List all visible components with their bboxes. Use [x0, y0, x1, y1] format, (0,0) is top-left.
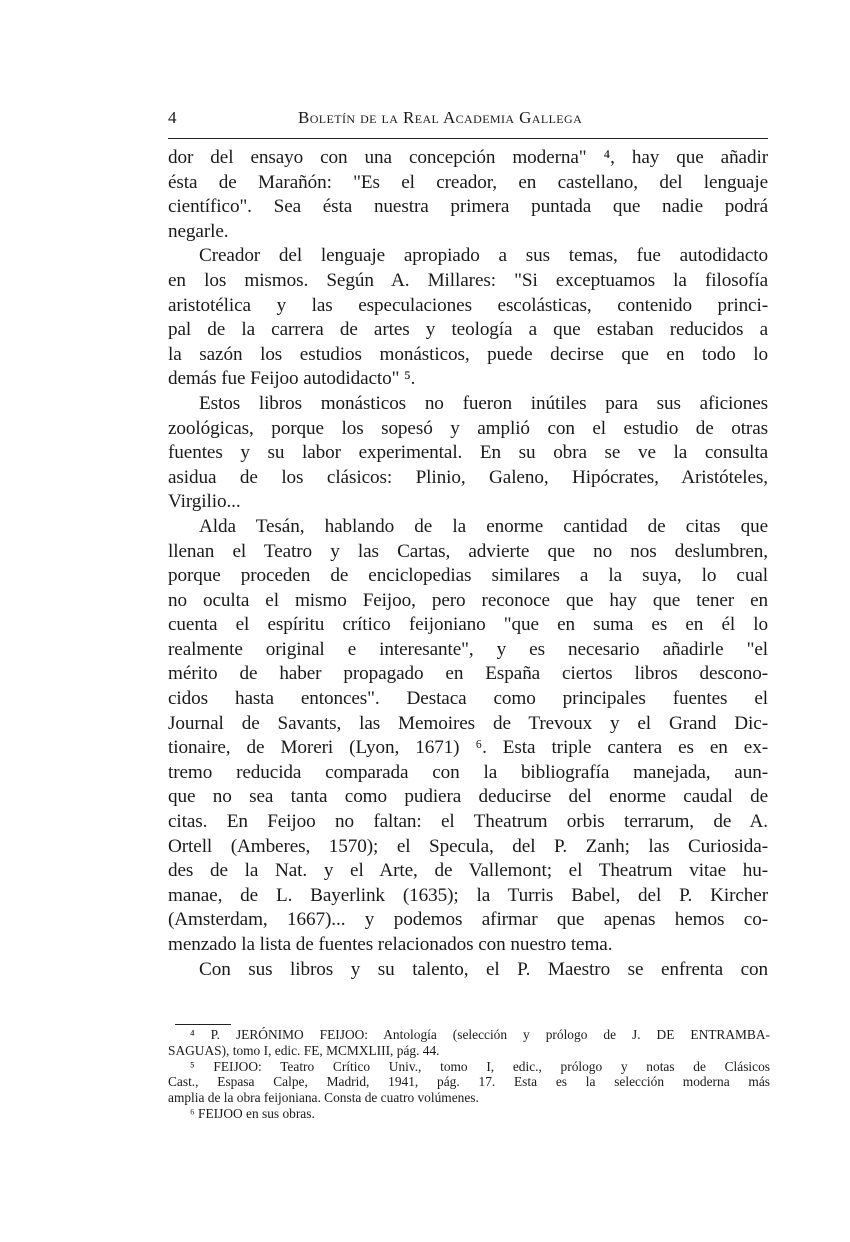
body-line: zoológicas, porque los sopesó y amplió con el estudio de otras: [168, 417, 768, 439]
body-line: fuentes y su labor experimental. En su obra se ve la consulta: [168, 442, 768, 464]
body-line: la sazón los estudios monásticos, puede decirse que en todo lo: [168, 343, 768, 365]
body-line: cidos hasta entonces". Destaca como principales fuentes el: [168, 688, 768, 710]
header-rule: [168, 138, 768, 139]
body-line: Creador del lenguaje apropiado a sus temas, fue autodidacto: [199, 245, 768, 267]
body-line: asidua de los clásicos: Plinio, Galeno, Hipócrates, Aristóteles,: [168, 466, 768, 488]
body-line: en los mismos. Según A. Millares: "Si exceptuamos la filosofía: [168, 269, 768, 291]
footnote-line: Cast., Espasa Calpe, Madrid, 1941, pág. 17. Esta es la selección moderna más: [168, 1074, 770, 1090]
body-text: [168, 146, 768, 982]
footnote-line: amplia de la obra feijoniana. Consta de cuatro volúmenes.: [168, 1090, 479, 1106]
body-line: menzado la lista de fuentes relacionados con nuestro tema.: [168, 934, 613, 955]
body-line: tremo reducida comparada con la bibliografía manejada, aun-: [168, 761, 768, 783]
footnote-line: ⁵ FEIJOO: Teatro Crítico Univ., tomo I, edic., prólogo y notas de Clásicos: [190, 1058, 770, 1074]
body-line: aristotélica y las especulaciones escolásticas, contenido princi-: [168, 294, 768, 316]
body-line: demás fue Feijoo autodidacto" ⁵.: [168, 368, 416, 390]
body-line: Con sus libros y su talento, el P. Maestro se enfrenta con: [199, 958, 768, 980]
body-line: negarle.: [168, 220, 229, 242]
footnote-line: SAGUAS), tomo I, edic. FE, MCMXLIII, pág. 44.: [168, 1042, 440, 1058]
body-line: realmente original e interesante", y es necesario añadirle "el: [168, 638, 768, 660]
body-line: Alda Tesán, hablando de la enorme cantidad de citas que: [199, 515, 768, 537]
body-line: porque proceden de enciclopedias similares a la suya, lo cual: [168, 565, 768, 587]
footnote-line: ⁴ P. JERÓNIMO FEIJOO: Antología (selección y prólogo de J. DE ENTRAMBA-: [190, 1027, 770, 1042]
body-line: citas. En Feijoo no faltan: el Theatrum orbis terrarum, de A.: [168, 811, 768, 833]
body-line: Ortell (Amberes, 1570); el Specula, del P. Zanh; las Curiosida-: [168, 835, 768, 857]
body-line: manae, de L. Bayerlink (1635); la Turris Babel, del P. Kircher: [168, 884, 768, 906]
body-line: Journal de Savants, las Memoires de Trevoux y el Grand Dic-: [168, 712, 768, 734]
body-line: (Amsterdam, 1667)... y podemos afirmar que apenas hemos co-: [168, 909, 768, 931]
body-line: llenan el Teatro y las Cartas, advierte que no nos deslumbren,: [168, 540, 768, 562]
body-line: científico". Sea ésta nuestra primera puntada que nadie podrá: [168, 196, 768, 218]
body-line: tionaire, de Moreri (Lyon, 1671) ⁶. Esta triple cantera es en ex-: [168, 737, 768, 759]
body-line: pal de la carrera de artes y teología a que estaban reducidos a: [168, 319, 768, 341]
running-head: [168, 108, 768, 132]
body-line: des de la Nat. y el Arte, de Vallemont; el Theatrum vitae hu-: [168, 860, 768, 882]
body-line: Virgilio...: [168, 491, 241, 513]
body-line: ésta de Marañón: "Es el creador, en castellano, del lenguaje: [168, 171, 768, 193]
body-line: mérito de haber propagado en España ciertos libros descono-: [168, 663, 768, 685]
page-number: 4: [168, 108, 177, 127]
body-line: que no sea tanta como pudiera deducirse del enorme caudal de: [168, 786, 768, 808]
footnotes: [168, 1027, 770, 1122]
body-line: cuenta el espíritu crítico feijoniano "que en suma es en él lo: [168, 614, 768, 636]
body-line: no oculta el mismo Feijoo, pero reconoce que hay que tener en: [168, 589, 768, 611]
body-line: Estos libros monásticos no fueron inútiles para sus aficiones: [199, 392, 768, 414]
footnote-line: ⁶ FEIJOO en sus obras.: [190, 1105, 315, 1121]
journal-title: Boletín de la Real Academia Gallega: [298, 108, 583, 127]
body-line: dor del ensayo con una concepción moderna" ⁴, hay que añadir: [168, 147, 768, 168]
footnote-rule: [175, 1024, 231, 1025]
